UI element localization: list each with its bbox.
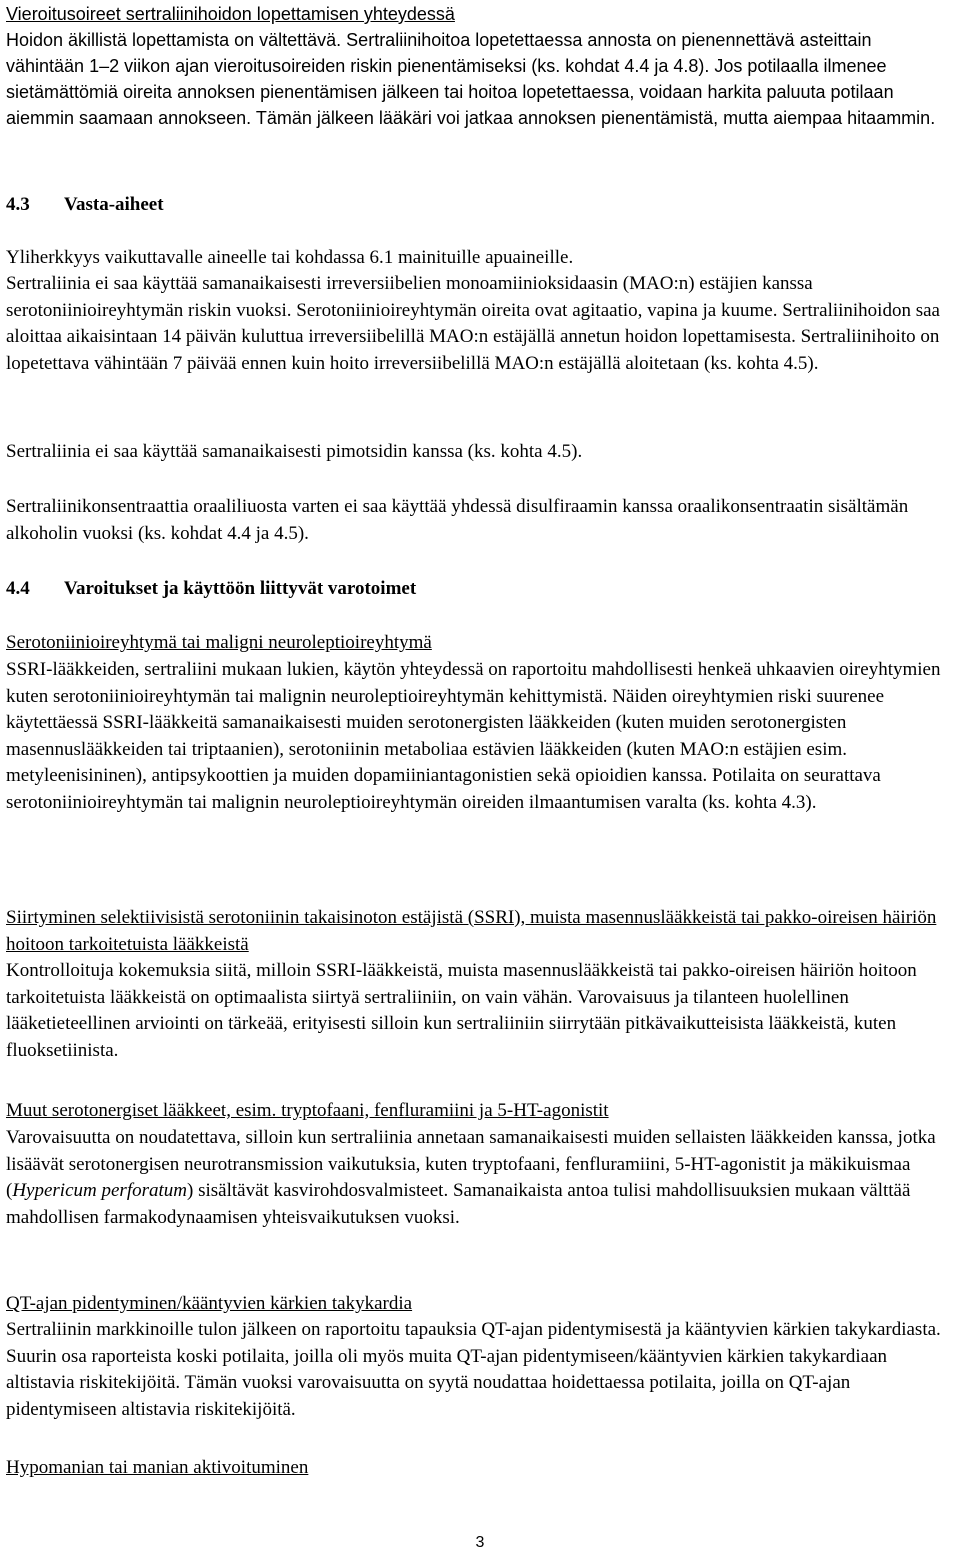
section-number: 4.3 — [6, 194, 30, 215]
section-4-4-heading — [6, 576, 954, 603]
paragraph-muut-serotonergiset — [6, 1125, 954, 1231]
paragraph-siirtyminen: Kontrolloituja kokemuksia siitä, milloin SSRI-lääkkeistä, muista masennuslääkkeistä tai pakko-oireisen häiriön hoitoon tarkoitetuista lääkkeistä on optimaalista siirtyä sertraliiniin, on vain vähän. Varovaisuus ja tilanteen huolellinen lääketieteellinen arviointi on tärkeää, erityisesti silloin kun sertraliiniin siirrytään pitkävaikutteisista lääkkeistä, kuten fluoksetiinista. — [6, 960, 917, 1061]
page-number: 3 — [475, 1534, 485, 1551]
paragraph-disulfiraami: Sertraliinikonsentraattia oraaliliuosta varten ei saa käyttää yhdessä disulfiraamin kanssa oraalikonsentraatin sisältämän alkoholin vuoksi (ks. kohdat 4.4 ja 4.5). — [6, 496, 909, 544]
section-title: Varoitukset ja käyttöön liittyvät varotoimet — [64, 578, 417, 599]
text-part: Varovaisuutta on noudatettava, silloin kun sertraliinia annetaan samanaikaisesti muiden sellaisten lääkkeiden kanssa, jotka lisäävät serotonergisen neurotransmission vaikutuksia, kuten tryptofaani, fenfluramiini, 5-HT-agonistit ja mäkikuismaa ( — [6, 1127, 936, 1201]
heading-hypomania: Hypomanian tai manian aktivoituminen — [6, 1457, 309, 1478]
paragraph-serotoniinioireyhtyma: SSRI-lääkkeiden, sertraliini mukaan lukien, käytön yhteydessä on raportoitu mahdollisesti henkeä uhkaavien oireyhtymien kuten serotoniinioireyhtymän tai malignin neuroleptioireyhtymän kehittymistä. Näiden oireyhtymien riski suurenee käytettäessä SSRI-lääkkeitä samanaikaisesti muiden serotonergisten lääkkeiden (kuten muiden serotonergisten masennuslääkkeiden tai triptaanien), serotoniinin metaboliaa estävien lääkkeiden (kuten MAO:n estäjien esim. metyleenisininen), antipsykoottien ja muiden dopamiiniantagonistien sekä opioidien kanssa. Potilaita on seurattava serotoniinioireyhtymän tai malignin neuroleptioireyhtymän oireiden ilmaantumisen varalta (ks. kohta 4.3). — [6, 659, 941, 813]
text-part: ) sisältävät kasvirohdosvalmisteet. Samanaikaista antoa tulisi mahdollisuuksien mukaan välttää mahdollisen farmakodynaamisen yhteisvaikutuksen vuoksi. — [6, 1180, 911, 1228]
heading-qt-aika: QT-ajan pidentyminen/kääntyvien kärkien takykardia — [6, 1293, 413, 1314]
heading-vieroitusoireet: Vieroitusoireet sertraliinihoidon lopettamisen yhteydessä — [6, 4, 455, 24]
paragraph-vieroitusoireet: Hoidon äkillistä lopettamista on vältettävä. Sertraliinihoitoa lopetettaessa annosta on pienennettävä asteittain vähintään 1–2 viikon ajan vieroitusoireiden riskin pienentämiseksi (ks. kohdat 4.4 ja 4.8). Jos potilaalla ilmenee sietämättömiä oireita annoksen pienentämisen jälkeen tai hoitoa lopetettaessa, voidaan harkita paluuta potilaan aiemmin saamaan annokseen. Tämän jälkeen lääkäri voi jatkaa annoksen pienentämistä, mutta aiempaa hitaammin. — [6, 30, 936, 128]
paragraph-yliherkkyys: Yliherkkyys vaikuttavalle aineelle tai kohdassa 6.1 mainituille apuaineille. — [6, 247, 574, 268]
paragraph-mao-estajat: Sertraliinia ei saa käyttää samanaikaisesti irreversiibelien monoamiinioksidaasin (MAO:n) estäjien kanssa serotoniinioireyhtymän riskin vuoksi. Serotoniinioireyhtymän oireita ovat agitaatio, vapina ja kuume. Sertraliinihoidon saa aloittaa aikaisintaan 14 päivän kuluttua irreversiibelillä MAO:n estäjällä annetun hoidon lopettamisesta. Sertraliinihoito on lopetettava vähintään 7 päivää ennen kuin hoito irreversiibelillä MAO:n estäjällä aloitetaan (ks. kohta 4.5). — [6, 273, 940, 374]
heading-muut-serotonergiset: Muut serotonergiset lääkkeet, esim. tryptofaani, fenfluramiini ja 5-HT-agonistit — [6, 1100, 609, 1121]
paragraph-pimotsidi: Sertraliinia ei saa käyttää samanaikaisesti pimotsidin kanssa (ks. kohta 4.5). — [6, 441, 583, 462]
section-4-3-heading — [6, 192, 954, 219]
heading-serotoniinioireyhtyma: Serotoniinioireyhtymä tai maligni neuroleptioireyhtymä — [6, 632, 432, 653]
section-number: 4.4 — [6, 578, 30, 599]
paragraph-qt-aika: Sertraliinin markkinoille tulon jälkeen on raportoitu tapauksia QT-ajan pidentymisestä ja kääntyvien kärkien takykardiasta. Suurin osa raporteista koski potilaita, joilla oli myös muita QT-ajan pidentymiseen/kääntyvien kärkien takykardiaan altistavia riskitekijöitä. Tämän vuoksi varovaisuutta on syytä noudattaa hoidettaessa potilaita, joilla on QT-ajan pidentymiseen altistavia riskitekijöitä. — [6, 1319, 941, 1420]
heading-siirtyminen: Siirtyminen selektiivisistä serotoniinin takaisinoton estäjistä (SSRI), muista masennuslääkkeistä tai pakko-oireisen häiriön hoitoon tarkoitetuista lääkkeistä — [6, 907, 937, 955]
section-title: Vasta-aiheet — [64, 194, 164, 215]
latin-name: Hypericum perforatum — [12, 1180, 187, 1201]
